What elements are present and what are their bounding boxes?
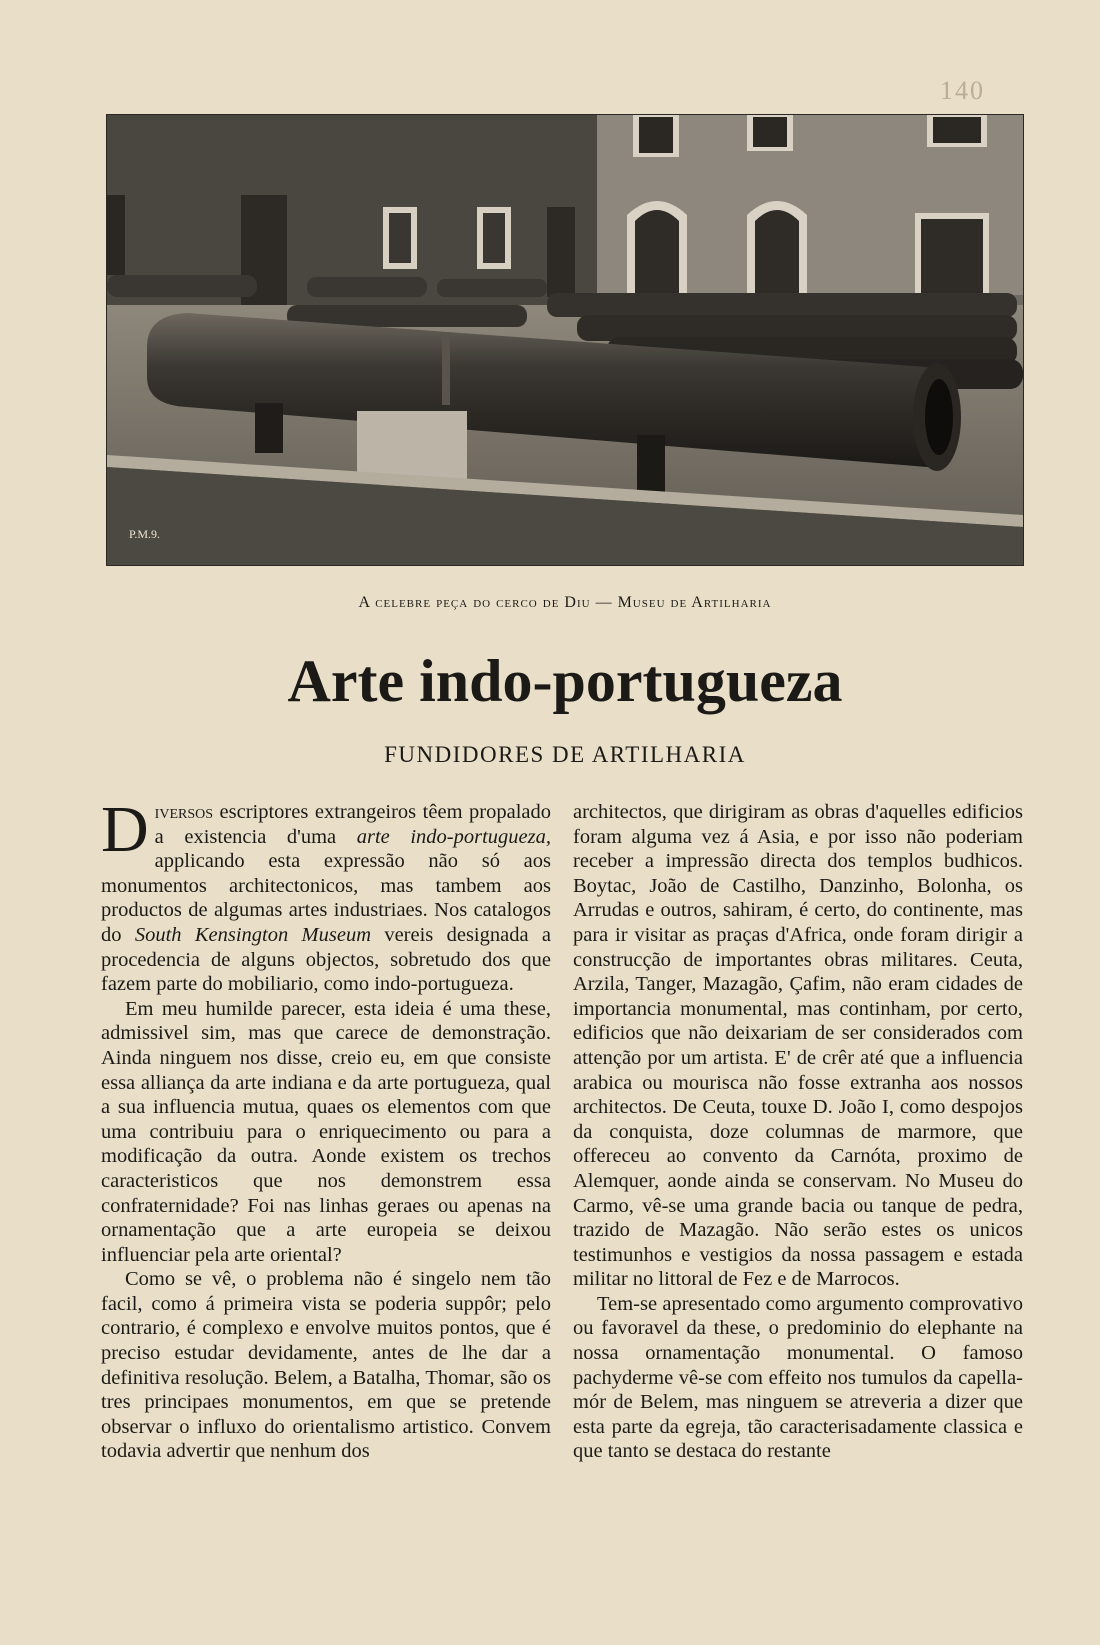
paragraph-1 <box>101 793 552 997</box>
paragraph-3: Como se vê, o problema não é singelo nem tão facil, como á primeira vista se poderia suppôr; pelo contrario, é complexo e envolve muitos pontos, que é preciso estudar devidamente, antes de lhe dar a definitiva resolução. Belem, a Batalha, Thomar, são os tres principaes monumentos, em que se pretende observar o influxo do orientalismo artistico. Convem todavia advertir que nenhum dos <box>101 1268 551 1463</box>
paragraph-5: Tem-se apresentado como argumento comprovativo ou favoravel da these, o predominio do elephante na nossa ornamentação monumental. O famoso pachyderme vê-se com effeito nos tumulos da capella-mór de Belem, mas ninguem se atreveria a dizer que esta parte da egreja, tão caracterisadamente classica e que tanto se destaca do restante <box>573 1292 1023 1463</box>
photo-signature: P.M.9. <box>129 527 161 541</box>
page-number: 140 <box>940 76 985 105</box>
figure-caption: A celebre peça do cerco de Diu — Museu de Artilharia <box>358 594 772 611</box>
paragraph-1-text-a: escriptores extrangeiros têem propalado a existencia d'uma <box>154 801 551 848</box>
paragraph-2: Em meu humilde parecer, esta ideia é uma these, admissivel sim, mas que carece de demonstração. Ainda ninguem nos disse, creio eu, em que consiste essa alliança da arte indiana e da arte portugueza, qual a sua influencia mutua, quaes os elementos com que uma contribuiu para o enriquecimento ou para a modificação da outra. Aonde existem os trechos caracteristicos que nos demonstrem essa confraternidade? Foi nas linhas geraes ou apenas na ornamentação que a arte europeia se deixou influenciar pela arte oriental? <box>101 997 551 1266</box>
paragraph-1-text-b: applicando esta expressão não só aos monumentos architectonicos, mas tambem aos productos de algumas artes industriaes. Nos catalogos do <box>101 850 551 946</box>
paragraph-1-italic-b: South Kensington Museum <box>134 923 372 946</box>
text-column-right <box>573 800 1023 1464</box>
article-title: Arte indo-portugueza <box>287 648 843 714</box>
cannon-photograph <box>106 114 1024 566</box>
paragraph-1-text-c: vereis designada a procedencia de alguns objectos, sobretudo dos que fazem parte do mobiliario, como indo-portugueza. <box>101 923 551 996</box>
paragraph-4: architectos, que dirigiram as obras d'aquelles edificios foram alguma vez á Asia, e por isso não poderiam receber a impressão directa dos templos budhicos. Boytac, João de Castilho, Danzinho, Bolonha, os Arrudas e outros, sahiram, é certo, do continente, mas para ir visitar as praças d'Africa, onde foram dirigir a construcção de importantes obras militares. Ceuta, Arzila, Tanger, Mazagão, Çafim, não eram cidades de importancia monumental, mas continham, por certo, edificios que não deixariam de ser considerados com attenção por um artista. E' de crêr até que a influencia arabica ou mourisca não fosse extranha aos nossos architectos. De Ceuta, touxe D. João I, como despojos da conquista, doze columnas de marmore, que offereceu ao convento da Carnóta, proximo de Alemquer, aonde ainda se conservam. No Museu do Carmo, vê-se uma grande bacia ou tanque de pedra, trazido de Mazagão. Não serão estes os unicos testimunhos e vestigios da nossa passagem e estada militar no littoral de Fez e de Marrocos. <box>573 801 1023 1291</box>
text-column-left <box>101 793 552 1464</box>
article-subtitle: FUNDIDORES DE ARTILHARIA <box>384 742 746 767</box>
drop-cap: D <box>101 793 149 866</box>
paragraph-1-italic-a: arte indo-portugueza, <box>356 825 552 848</box>
opening-word: iversos <box>154 801 214 823</box>
